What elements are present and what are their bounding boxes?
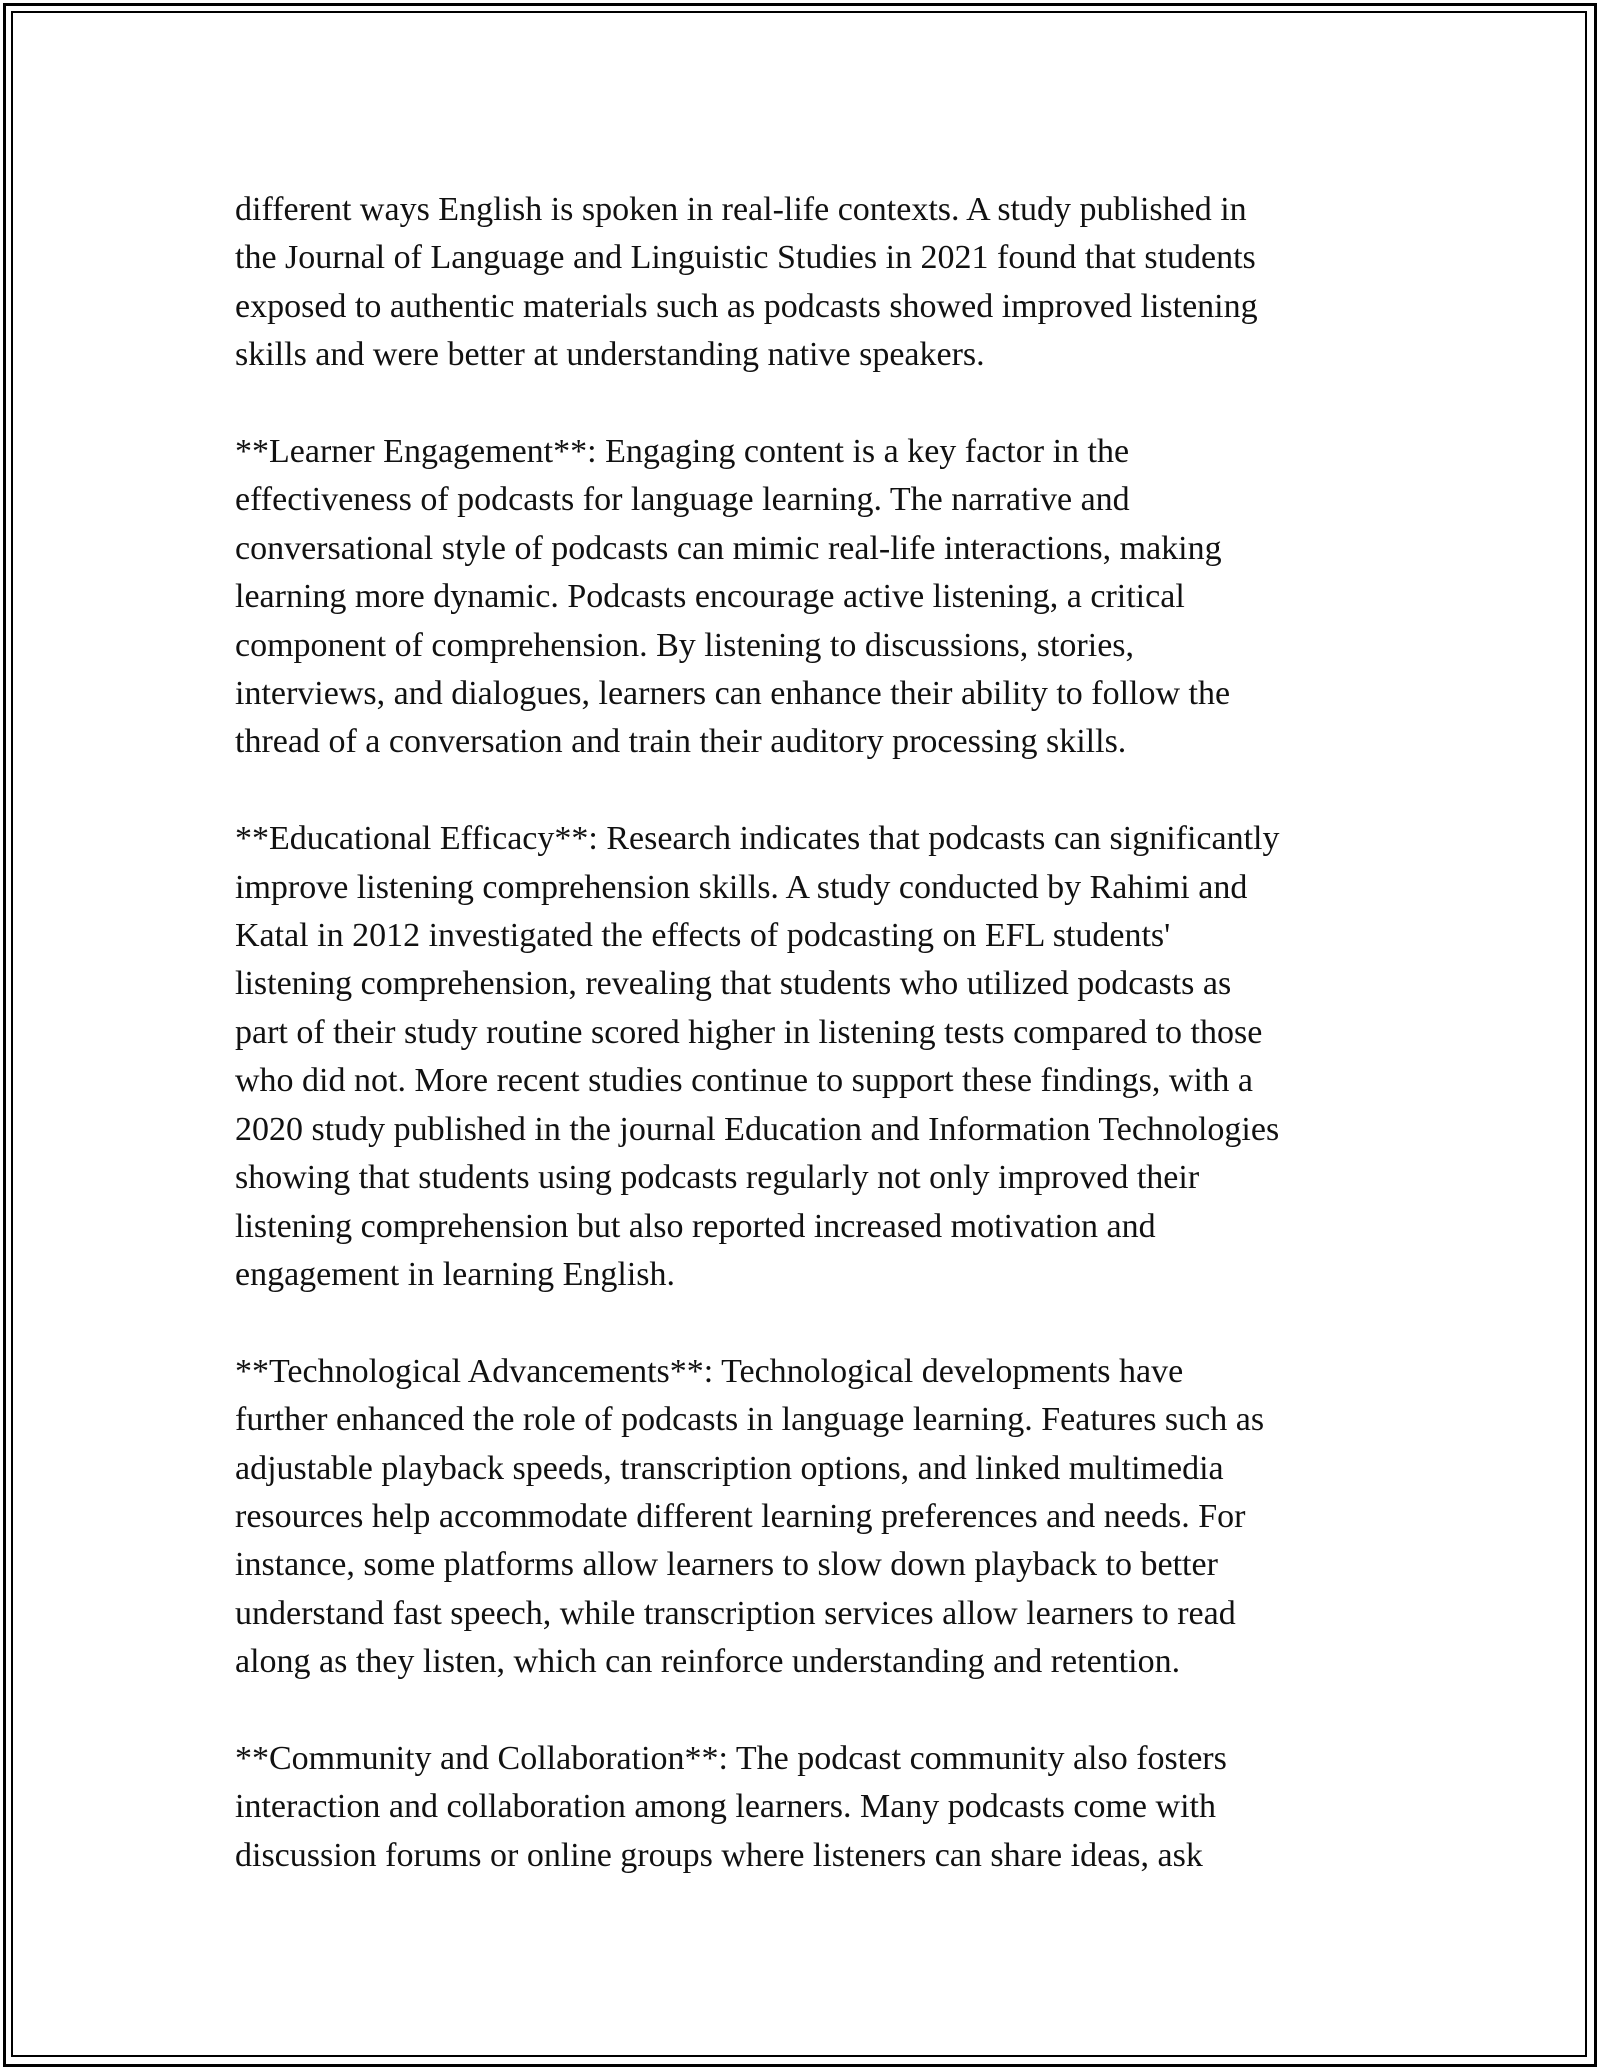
paragraph-learner-engagement: **Learner Engagement**: Engaging content is a key factor in the effectiveness of podcasts for language learning. The narrative and conversational style of podcasts can mimic real-life interactions, making learning more dynamic. Podcasts encourage active listening, a critical component of comprehension. By listening to discussions, stories, interviews, and dialogues, learners can enhance their ability to follow the thread of a conversation and train their auditory processing skills. bbox=[235, 433, 1231, 761]
document-body bbox=[235, 186, 1385, 1929]
paragraph-community-collaboration: **Community and Collaboration**: The podcast community also fosters interaction and collaboration among learners. Many podcasts come with discussion forums or online groups where listeners can share ideas, ask bbox=[235, 1739, 1227, 1874]
paragraph-technological-advancements: **Technological Advancements**: Technological developments have further enhanced the role of podcasts in language learning. Features such as adjustable playback speeds, transcription options, and linked multimedia resources help accommodate different learning preferences and needs. For instance, some platforms allow learners to slow down playback to better understand fast speech, while transcription services allow learners to read along as they listen, which can reinforce understanding and retention. bbox=[235, 1352, 1265, 1681]
paragraph-educational-efficacy: **Educational Efficacy**: Research indicates that podcasts can significantly improve listening comprehension skills. A study conducted by Rahimi and Katal in 2012 investigated the effects of podcasting on EFL students' listening comprehension, revealing that students who utilized podcasts as part of their study routine scored higher in listening tests compared to those who did not. More recent studies continue to support these findings, with a 2020 study published in the journal Education and Information Technologies showing that students using podcasts regularly not only improved their listening comprehension but also reported increased motivation and engagement in learning English. bbox=[235, 820, 1280, 1293]
paragraph-authentic-materials: different ways English is spoken in real-life contexts. A study published in the Journal of Language and Linguistic Studies in 2021 found that students exposed to authentic materials such as podcasts showed improved listening skills and were better at understanding native speakers. bbox=[235, 191, 1258, 374]
